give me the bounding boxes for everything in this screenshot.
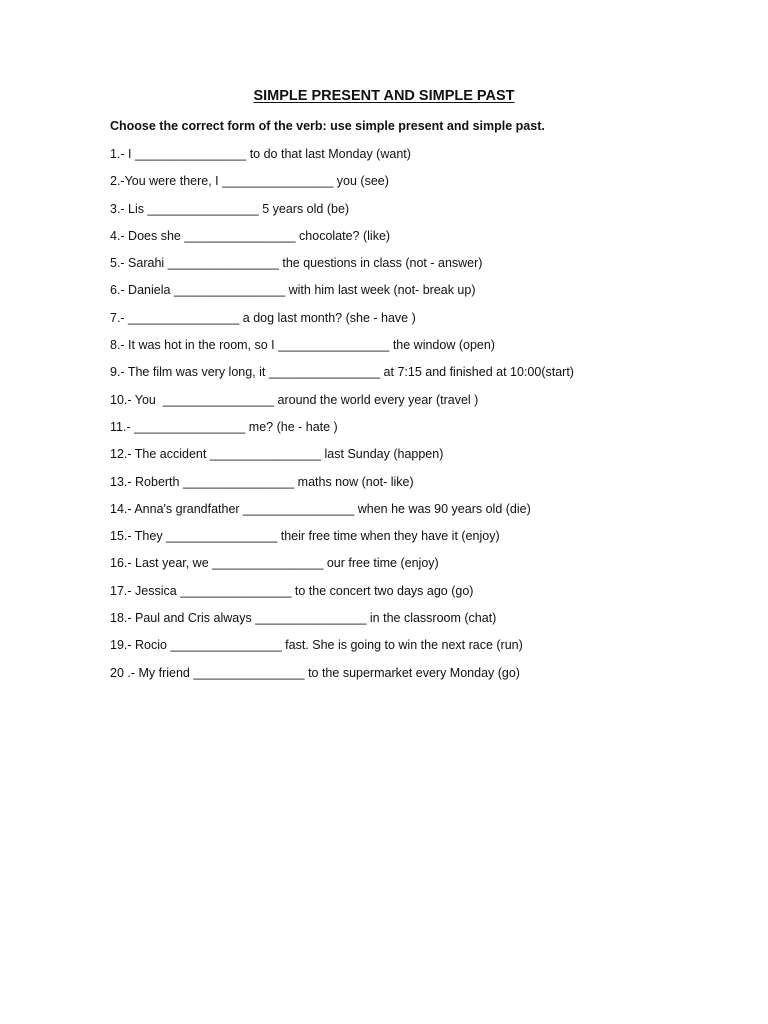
exercise-item-6: 6.- Daniela ________________ with him last week (not- break up) xyxy=(110,283,476,298)
exercise-item-12: 12.- The accident ________________ last Sunday (happen) xyxy=(110,447,444,462)
exercise-item-11: 11.- ________________ me? (he - hate ) xyxy=(110,419,338,434)
exercise-item-2: 2.-You were there, I ________________ you (see) xyxy=(110,174,389,189)
exercise-item-3: 3.- Lis ________________ 5 years old (be) xyxy=(110,201,350,216)
exercise-item-16: 16.- Last year, we ________________ our free time (enjoy) xyxy=(110,556,439,571)
exercise-item-19: 19.- Rocio ________________ fast. She is going to win the next race (run) xyxy=(110,638,523,653)
instructions: Choose the correct form of the verb: use simple present and simple past. xyxy=(110,119,545,133)
exercise-item-7: 7.- ________________ a dog last month? (she - have ) xyxy=(110,310,416,325)
exercise-list xyxy=(110,146,574,692)
exercise-item-10: 10.- You ________________ around the world every year (travel ) xyxy=(110,392,479,407)
exercise-item-5: 5.- Sarahi ________________ the questions in class (not - answer) xyxy=(110,256,483,271)
exercise-item-20: 20 .- My friend ________________ to the supermarket every Monday (go) xyxy=(110,665,520,680)
exercise-item-4: 4.- Does she ________________ chocolate? (like) xyxy=(110,228,391,243)
exercise-item-13: 13.- Roberth ________________ maths now (not- like) xyxy=(110,474,414,489)
exercise-item-15: 15.- They ________________ their free time when they have it (enjoy) xyxy=(110,529,500,544)
exercise-item-9: 9.- The film was very long, it ________________ at 7:15 and finished at 10:00(start) xyxy=(110,365,574,380)
exercise-item-17: 17.- Jessica ________________ to the concert two days ago (go) xyxy=(110,583,474,598)
page-title: SIMPLE PRESENT AND SIMPLE PAST xyxy=(253,88,515,104)
exercise-item-14: 14.- Anna's grandfather ________________ when he was 90 years old (die) xyxy=(110,501,531,516)
exercise-item-1: 1.- I ________________ to do that last Monday (want) xyxy=(110,147,411,161)
exercise-item-18: 18.- Paul and Cris always ________________ in the classroom (chat) xyxy=(110,611,497,626)
exercise-item-8: 8.- It was hot in the room, so I ________________ the window (open) xyxy=(110,338,495,353)
